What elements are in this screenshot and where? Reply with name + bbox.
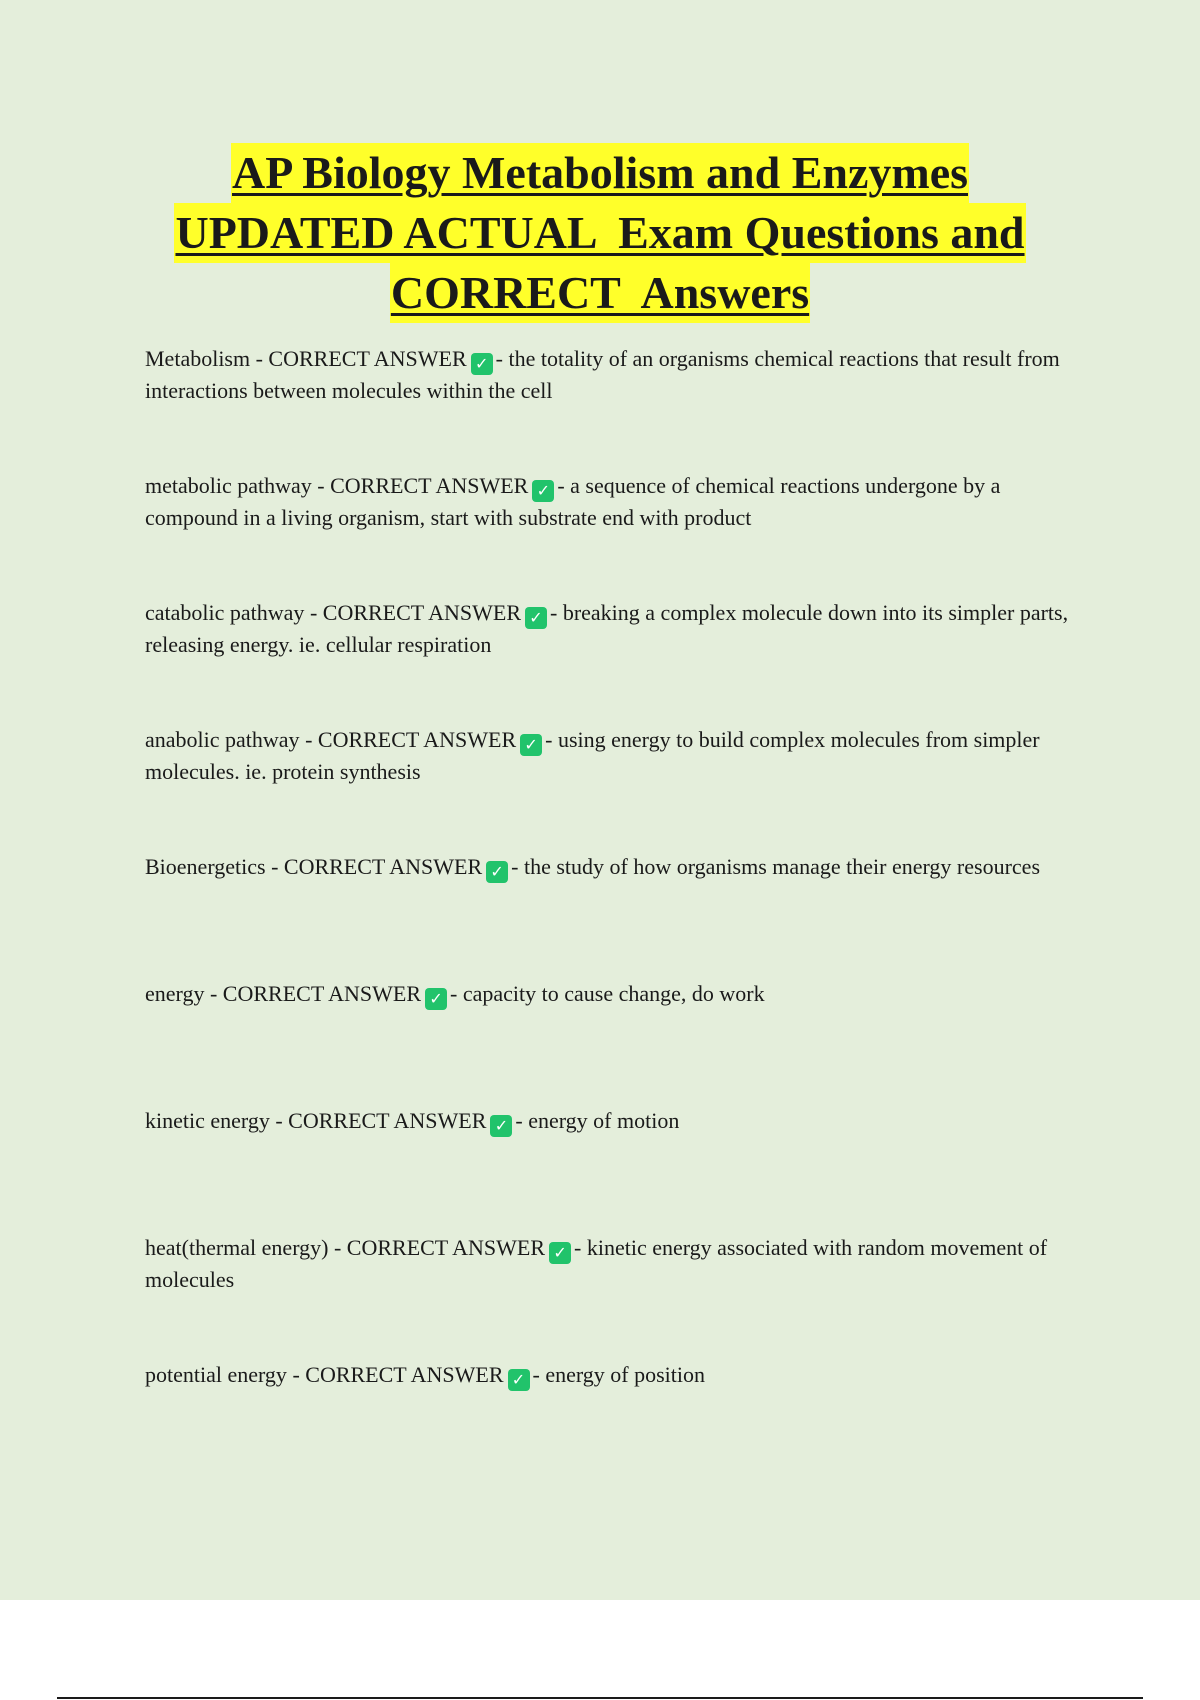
entry-term: Metabolism (145, 346, 251, 371)
entry-term: energy (145, 981, 205, 1006)
entry-term: kinetic energy (145, 1108, 270, 1133)
check-mark-icon: ✓ (508, 1369, 530, 1391)
document-title (100, 143, 1100, 323)
qa-entry-potential-energy (145, 1359, 1095, 1486)
entry-definition: - energy of position (532, 1362, 706, 1387)
title-line-3: CORRECT Answers (390, 263, 810, 323)
check-mark-icon: ✓ (425, 988, 447, 1010)
entry-term: catabolic pathway (145, 600, 305, 625)
check-mark-icon: ✓ (525, 607, 547, 629)
footer-divider (57, 1697, 1143, 1699)
entry-term: metabolic pathway (145, 473, 312, 498)
correct-answer-label: - CORRECT ANSWER (292, 1362, 504, 1387)
entry-definition: - breaking a complex molecule down into its simpler parts, releasing energy. ie. cellular respiration (145, 600, 1069, 657)
qa-list (145, 343, 1095, 1486)
check-mark-icon: ✓ (490, 1115, 512, 1137)
correct-answer-label: - CORRECT ANSWER (209, 981, 422, 1006)
entry-definition: - the study of how organisms manage their energy resources (511, 854, 1041, 879)
correct-answer-label: - CORRECT ANSWER (271, 854, 483, 879)
entry-definition: - kinetic energy associated with random movement of molecules (145, 1235, 1048, 1292)
check-mark-icon: ✓ (520, 734, 542, 756)
qa-entry-energy (145, 978, 1095, 1105)
check-mark-icon: ✓ (549, 1242, 571, 1264)
correct-answer-label: - CORRECT ANSWER (309, 600, 521, 625)
correct-answer-label: - CORRECT ANSWER (317, 473, 529, 498)
entry-definition: - the totality of an organisms chemical reactions that result from interactions between molecules within the cell (145, 346, 1060, 403)
entry-definition: - a sequence of chemical reactions undergone by a compound in a living organism, start with substrate end with product (145, 473, 1001, 530)
entry-term: Bioenergetics (145, 854, 266, 879)
entry-definition: - capacity to cause change, do work (450, 981, 765, 1006)
qa-entry-bioenergetics (145, 851, 1095, 978)
qa-entry-heat (145, 1232, 1095, 1359)
entry-definition: - energy of motion (515, 1108, 680, 1133)
title-line-1: AP Biology Metabolism and Enzymes (231, 143, 969, 203)
correct-answer-label: - CORRECT ANSWER (275, 1108, 487, 1133)
entry-term: potential energy (145, 1362, 287, 1387)
qa-entry-metabolism (145, 343, 1095, 470)
qa-entry-anabolic-pathway (145, 724, 1095, 851)
entry-term: anabolic pathway (145, 727, 300, 752)
correct-answer-label: - CORRECT ANSWER (333, 1235, 546, 1260)
correct-answer-label: - CORRECT ANSWER (255, 346, 467, 371)
title-line-2: UPDATED ACTUAL Exam Questions and (174, 203, 1025, 263)
entry-definition: - using energy to build complex molecules from simpler molecules. ie. protein synthesis (145, 727, 1040, 784)
check-mark-icon: ✓ (471, 353, 493, 375)
check-mark-icon: ✓ (532, 480, 554, 502)
qa-entry-kinetic-energy (145, 1105, 1095, 1232)
check-mark-icon: ✓ (486, 861, 508, 883)
qa-entry-catabolic-pathway (145, 597, 1095, 724)
correct-answer-label: - CORRECT ANSWER (305, 727, 517, 752)
qa-entry-metabolic-pathway (145, 470, 1095, 597)
entry-term: heat(thermal energy) (145, 1235, 329, 1260)
